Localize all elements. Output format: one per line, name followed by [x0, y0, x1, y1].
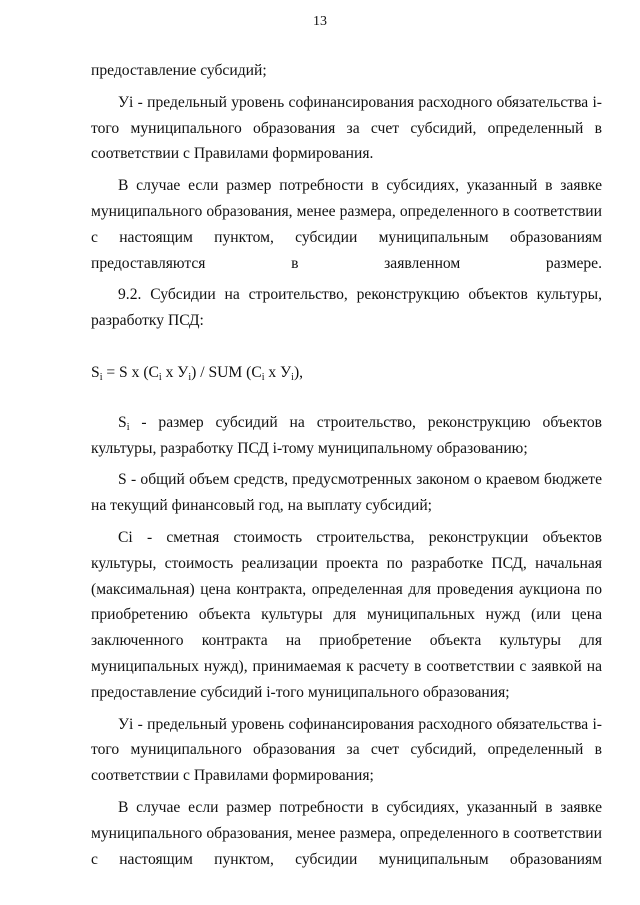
paragraph-yi-definition-2: Уi - предельный уровень софинансирования расходного обязательства i-того муниципального образования за счет субсидий, определенный в соответствии с Правилами формирования; — [91, 715, 602, 785]
paragraph-ci-definition: Ci - сметная стоимость строительства, реконструкции объектов культуры, стоимость реализации проекта по разработке ПСД, начальная (максимальная) цена контракта, определенная для проведения аукциона по приобретению объекта культуры для муниципальных нужд (или цена заключенного контракта на приобретение объекта культуры для муниципальных нужд), принимаемая к расчету в соответствии с заявкой на предоставление субсидий i-того муниципального образования; — [91, 528, 602, 701]
formula-part-2: x У — [161, 363, 189, 381]
page-number: 13 — [313, 14, 327, 29]
paragraph-case-note: В случае если размер потребности в субсидиях, указанный в заявке муниципального образования, менее размера, определенного в соответствии с настоящим пунктом, субсидии муниципальным образованиям предоставляются в заявленном размере. — [91, 177, 602, 272]
paragraph-section-9-2: 9.2. Субсидии на строительство, реконструкцию объектов культуры, разработку ПСД: — [91, 286, 602, 330]
formula-c-sub-2: i — [261, 371, 265, 383]
paragraph-si-definition — [91, 410, 602, 462]
formula-c-sub-1: i — [158, 371, 162, 383]
formula-part-5: ), — [293, 363, 304, 381]
formula-y-sub-2: i — [291, 371, 294, 383]
formula-y-sub-1: i — [188, 371, 192, 383]
paragraph-1: предоставление субсидий; — [91, 62, 267, 79]
si-symbol-sub: i — [126, 421, 130, 433]
paragraph-case-note-2: В случае если размер потребности в субсидиях, указанный в заявке муниципального образования, менее размера, определенного в соответствии с настоящим пунктом, субсидии муниципальным образованиям — [91, 798, 602, 868]
si-symbol: S — [118, 413, 127, 431]
formula-part-4: x У — [264, 363, 292, 381]
formula-s-sub: i — [99, 371, 103, 383]
formula-part-3: ) / SUM (C — [191, 363, 262, 381]
document-body — [91, 58, 602, 878]
subsidy-formula — [91, 360, 602, 386]
si-definition-text: - размер субсидий на строительство, реконструкцию объектов культуры, разработку ПСД i-тому муниципальному образованию; — [91, 413, 602, 457]
paragraph-yi-definition: Уi - предельный уровень софинансирования расходного обязательства i-того муниципального образования за счет субсидий, определенный в соответствии с Правилами формирования. — [91, 93, 602, 163]
formula-s: S — [91, 363, 100, 381]
formula-part-1: = S x (C — [102, 363, 159, 381]
paragraph-s-definition: S - общий объем средств, предусмотренных законом о краевом бюджете на текущий финансовый год, на выплату субсидий; — [91, 471, 602, 515]
